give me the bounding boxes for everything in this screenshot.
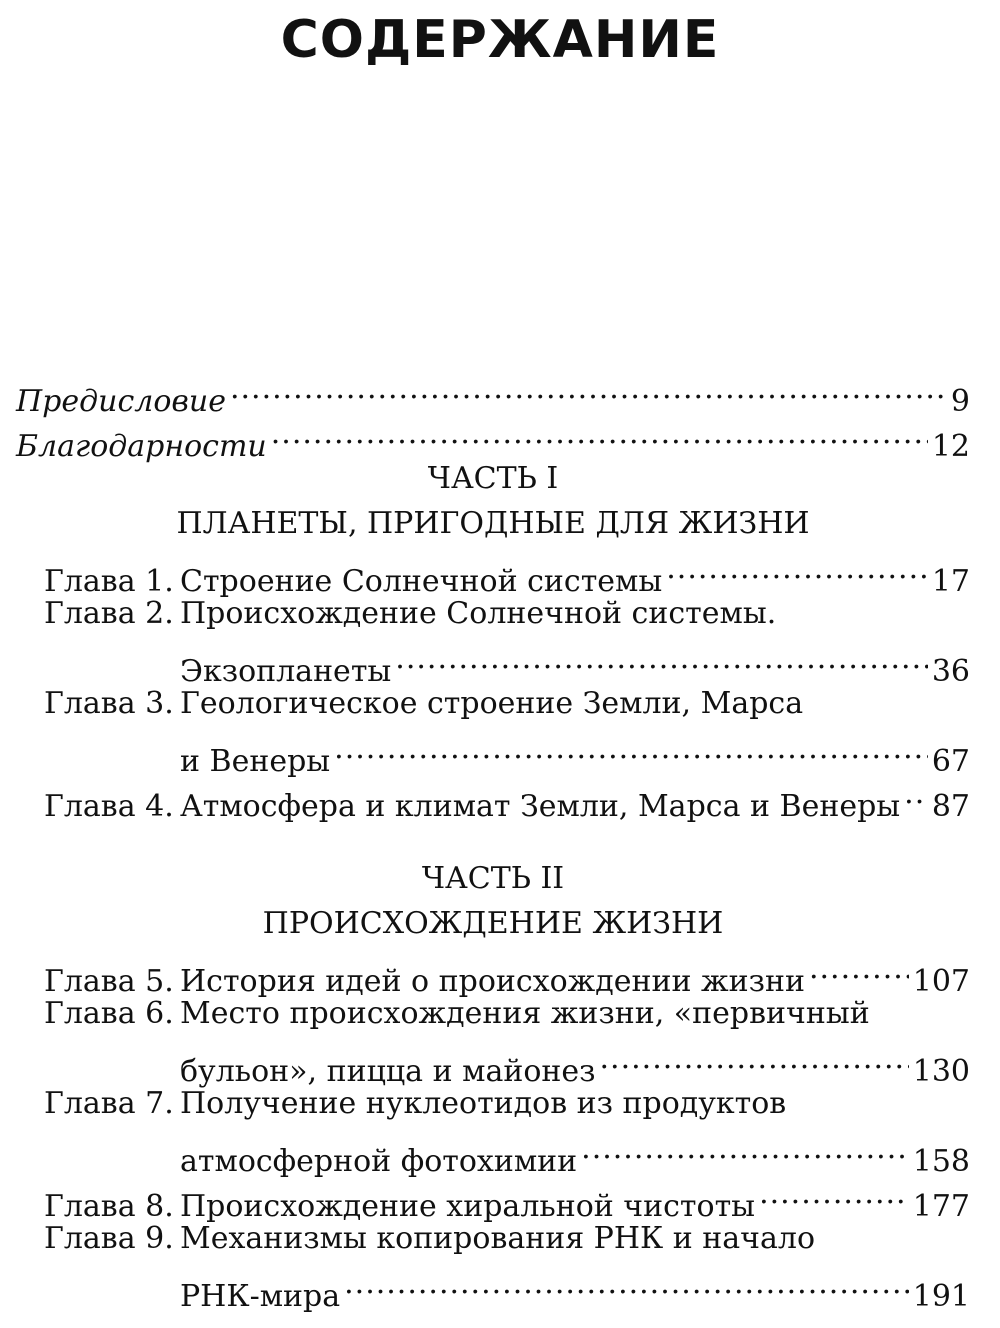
toc-page-number: 130 [912, 1054, 970, 1089]
toc-entry-chapter-1[interactable] [16, 546, 970, 599]
toc-entry-chapter-7[interactable] [16, 1081, 970, 1126]
toc-entry-chapter-3-cont[interactable] [16, 726, 970, 779]
chapter-title: Происхождение Солнечной системы. [180, 596, 777, 631]
part-title: ПЛАНЕТЫ, ПРИГОДНЫЕ ДЛЯ ЖИЗНИ [176, 506, 810, 541]
dot-leader [759, 1171, 909, 1216]
dot-leader [600, 1036, 909, 1081]
chapter-title-cont: бульон», пицца и майонез [180, 1054, 596, 1089]
toc-page-number: 17 [931, 564, 970, 599]
chapter-label: Глава 7. [44, 1086, 174, 1121]
chapter-label: Глава 4. [44, 789, 174, 824]
dot-leader [230, 366, 947, 411]
toc-page-number: 87 [931, 789, 970, 824]
chapter-title: Механизмы копирования РНК и начало [180, 1221, 816, 1256]
part-label: ЧАСТЬ II [421, 861, 565, 896]
chapter-title-cont: атмосферной фотохимии [180, 1144, 578, 1179]
chapter-title: История идей о происхождении жизни [180, 964, 805, 999]
toc-page-number: 177 [912, 1189, 970, 1224]
toc-entry-chapter-5[interactable] [16, 946, 970, 999]
toc-page-number: 12 [931, 429, 970, 464]
toc-entry-chapter-9-cont[interactable] [16, 1261, 970, 1314]
chapter-label: Глава 8. [44, 1189, 174, 1224]
toc-entry-chapter-3[interactable] [16, 681, 970, 726]
toc-page-number: 191 [912, 1279, 970, 1314]
part-title: ПРОИСХОЖДЕНИЕ ЖИЗНИ [262, 906, 724, 941]
toc-entry-chapter-2-cont[interactable] [16, 636, 970, 689]
toc-entry-chapter-7-cont[interactable] [16, 1126, 970, 1179]
toc-page-number: 107 [912, 964, 970, 999]
chapter-label: Глава 2. [44, 596, 174, 631]
page-title: СОДЕРЖАНИЕ [280, 10, 720, 70]
chapter-title-cont: РНК-мира [180, 1279, 341, 1314]
toc-entry-chapter-4[interactable] [16, 771, 970, 824]
toc-page-number: 9 [950, 384, 970, 419]
chapter-label: Глава 1. [44, 564, 174, 599]
part-label: ЧАСТЬ I [427, 461, 559, 496]
dot-leader [334, 726, 928, 771]
chapter-label: Глава 3. [44, 686, 174, 721]
dot-leader [344, 1261, 909, 1306]
toc-page-number: 36 [931, 654, 970, 689]
toc-entry-preface[interactable] [16, 366, 970, 419]
chapter-title: Место происхождения жизни, «первичный [180, 996, 870, 1031]
dot-leader [581, 1126, 909, 1171]
chapter-title: Происхождение хиральной чистоты [180, 1189, 756, 1224]
chapter-title: Геологическое строение Земли, Марса [180, 686, 804, 721]
dot-leader [666, 546, 928, 591]
toc-entry-chapter-6[interactable] [16, 991, 970, 1036]
toc-entry-chapter-6-cont[interactable] [16, 1036, 970, 1089]
toc-page-number: 158 [912, 1144, 970, 1179]
chapter-label: Глава 5. [44, 964, 174, 999]
table-of-contents [16, 366, 970, 1314]
chapter-title: Строение Солнечной системы [180, 564, 663, 599]
chapter-label: Глава 9. [44, 1221, 174, 1256]
dot-leader [809, 946, 909, 991]
toc-page-number: 67 [931, 744, 970, 779]
toc-entry-title: Благодарности [16, 429, 267, 464]
chapter-title-cont: Экзопланеты [180, 654, 392, 689]
chapter-title: Атмосфера и климат Земли, Марса и Венеры [180, 789, 901, 824]
dot-leader [395, 636, 928, 681]
chapter-label: Глава 6. [44, 996, 174, 1031]
chapter-title-cont: и Венеры [180, 744, 331, 779]
toc-entry-chapter-9[interactable] [16, 1216, 970, 1261]
toc-entry-title: Предисловие [16, 384, 226, 419]
toc-entry-chapter-2[interactable] [16, 591, 970, 636]
chapter-title: Получение нуклеотидов из продуктов [180, 1086, 787, 1121]
dot-leader [904, 771, 928, 816]
dot-leader [271, 411, 928, 456]
